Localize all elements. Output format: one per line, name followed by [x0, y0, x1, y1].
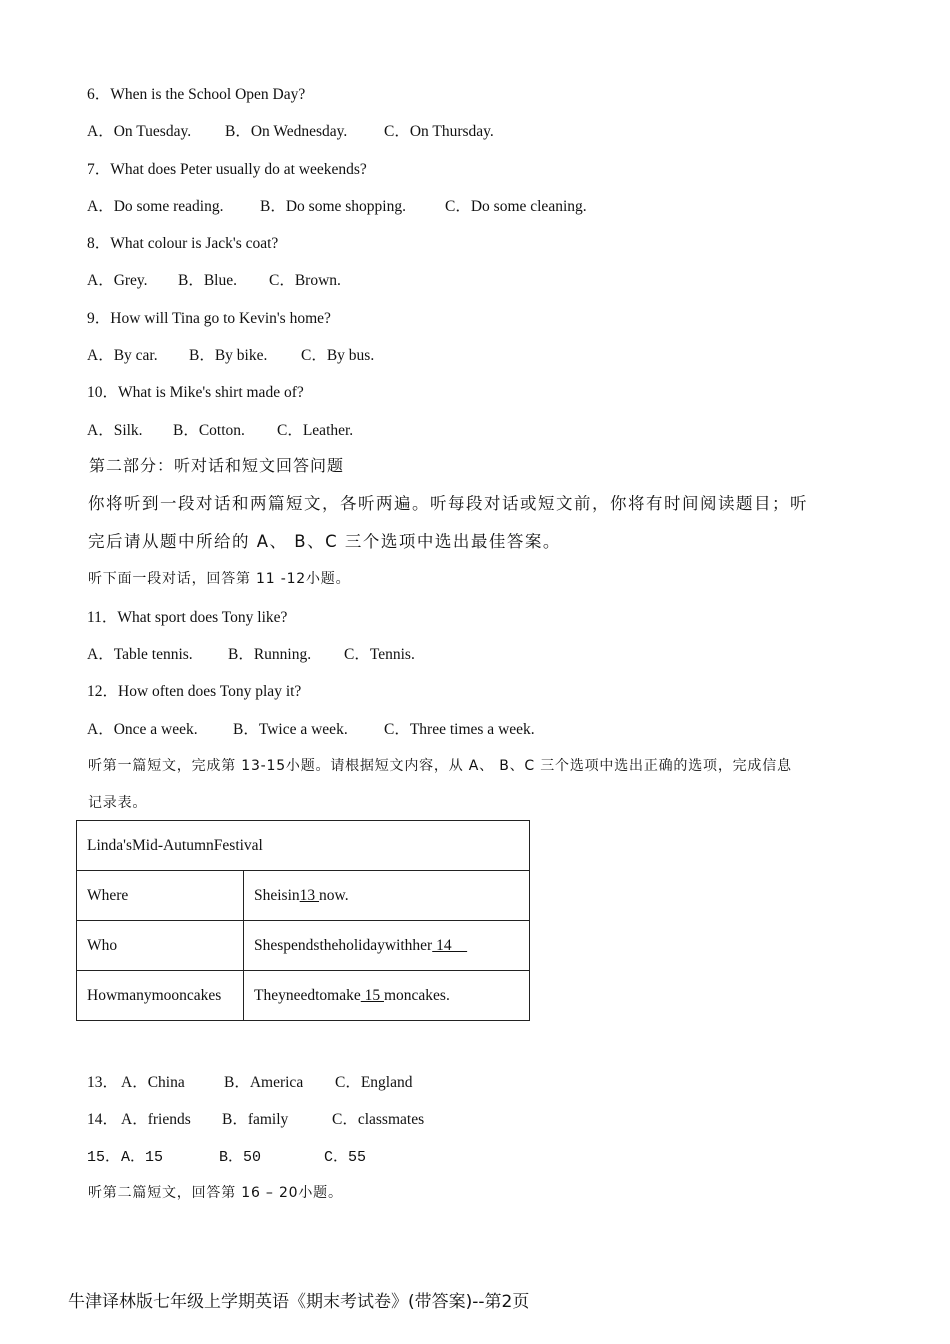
- option: C．On Thursday.: [384, 123, 494, 140]
- page-footer: 牛津译林版七年级上学期英语《期末考试卷》(带答案)--第2页: [68, 1292, 530, 1312]
- question-11: 11．What sport does Tony like?: [87, 609, 288, 626]
- passage2-note: 听第二篇短文，回答第 16 – 20小题。: [88, 1185, 343, 1201]
- row-text: moncakes.: [383, 986, 450, 1004]
- option: C．Leather.: [277, 422, 354, 439]
- option: C．55: [324, 1149, 367, 1166]
- option: A．By car.: [87, 347, 158, 364]
- passage1-note-line2: 记录表。: [88, 795, 148, 811]
- question-12: 12．How often does Tony play it?: [87, 683, 302, 700]
- option: B．By bike.: [189, 347, 268, 364]
- row-content: [244, 871, 530, 921]
- option: C．Three times a week.: [384, 721, 535, 738]
- option: A．Table tennis.: [87, 646, 193, 663]
- option: A．China: [121, 1074, 185, 1091]
- table-row: [77, 921, 530, 971]
- option: C．classmates: [332, 1111, 425, 1128]
- row-label: Who: [77, 921, 244, 971]
- option: A．Do some reading.: [87, 198, 224, 215]
- blank-15: 15: [360, 986, 384, 1004]
- option: A．Once a week.: [87, 721, 198, 738]
- dialogue-note: 听下面一段对话，回答第 11 -12小题。: [88, 571, 351, 587]
- option: A．On Tuesday.: [87, 123, 192, 140]
- question-number: 15．: [87, 1149, 121, 1166]
- question-13: [87, 1070, 413, 1092]
- option: B．Do some shopping.: [260, 198, 406, 215]
- row-text: Shespendstheholidaywithher: [254, 936, 433, 954]
- option: C．Brown.: [269, 272, 341, 289]
- options-6: [87, 119, 494, 141]
- info-record-table: [76, 820, 530, 1021]
- option: B．Running.: [228, 646, 312, 663]
- option: C．By bus.: [301, 347, 375, 364]
- blank-14: 14: [432, 936, 468, 954]
- question-7: 7．What does Peter usually do at weekends?: [87, 161, 367, 178]
- option: C．England: [335, 1074, 413, 1091]
- part2-title: 第二部分：听对话和短文回答问题: [89, 456, 345, 475]
- options-7: [87, 194, 587, 216]
- row-label: Where: [77, 871, 244, 921]
- option: B．Cotton.: [173, 422, 245, 439]
- option: A．friends: [121, 1111, 191, 1128]
- options-9: [87, 343, 374, 365]
- part2-intro-line2: 完后请从题中所给的 A、 B、C 三个选项中选出最佳答案。: [88, 532, 561, 551]
- options-11: [87, 642, 415, 664]
- question-8: 8．What colour is Jack's coat?: [87, 235, 279, 252]
- row-content: [244, 921, 530, 971]
- row-content: [244, 971, 530, 1021]
- table-title: Linda'sMid-AutumnFestival: [77, 821, 530, 871]
- option: B．50: [219, 1149, 262, 1166]
- option: B．Blue.: [178, 272, 237, 289]
- question-6: 6．When is the School Open Day?: [87, 86, 306, 103]
- row-text: Sheisin: [254, 886, 300, 904]
- option: C．Do some cleaning.: [445, 198, 587, 215]
- option: C．Tennis.: [344, 646, 415, 663]
- option: B．family: [222, 1111, 289, 1128]
- options-12: [87, 717, 535, 739]
- question-15: [87, 1145, 366, 1166]
- option: A．Grey.: [87, 272, 148, 289]
- question-number: 13．: [87, 1074, 119, 1091]
- question-9: 9．How will Tina go to Kevin's home?: [87, 310, 331, 327]
- question-14: [87, 1107, 424, 1129]
- question-10: 10．What is Mike's shirt made of?: [87, 384, 304, 401]
- row-text: now.: [319, 886, 349, 904]
- option: A．15: [121, 1149, 164, 1166]
- options-10: [87, 418, 353, 440]
- options-8: [87, 268, 341, 290]
- passage1-note-line1: 听第一篇短文，完成第 13-15小题。请根据短文内容，从 A、 B、C 三个选项中选出正确的选项，完成信息: [88, 758, 792, 774]
- table-row: [77, 971, 530, 1021]
- table-row: [77, 871, 530, 921]
- row-text: Theyneedtomake: [254, 986, 361, 1004]
- blank-13: 13: [299, 886, 320, 904]
- option: A．Silk.: [87, 422, 143, 439]
- part2-intro-line1: 你将听到一段对话和两篇短文，各听两遍。听每段对话或短文前，你将有时间阅读题目；听: [88, 494, 808, 513]
- table-header-row: [77, 821, 530, 871]
- question-number: 14．: [87, 1111, 119, 1128]
- option: B．Twice a week.: [233, 721, 348, 738]
- row-label: Howmanymooncakes: [77, 971, 244, 1021]
- option: B．America: [224, 1074, 304, 1091]
- option: B．On Wednesday.: [225, 123, 348, 140]
